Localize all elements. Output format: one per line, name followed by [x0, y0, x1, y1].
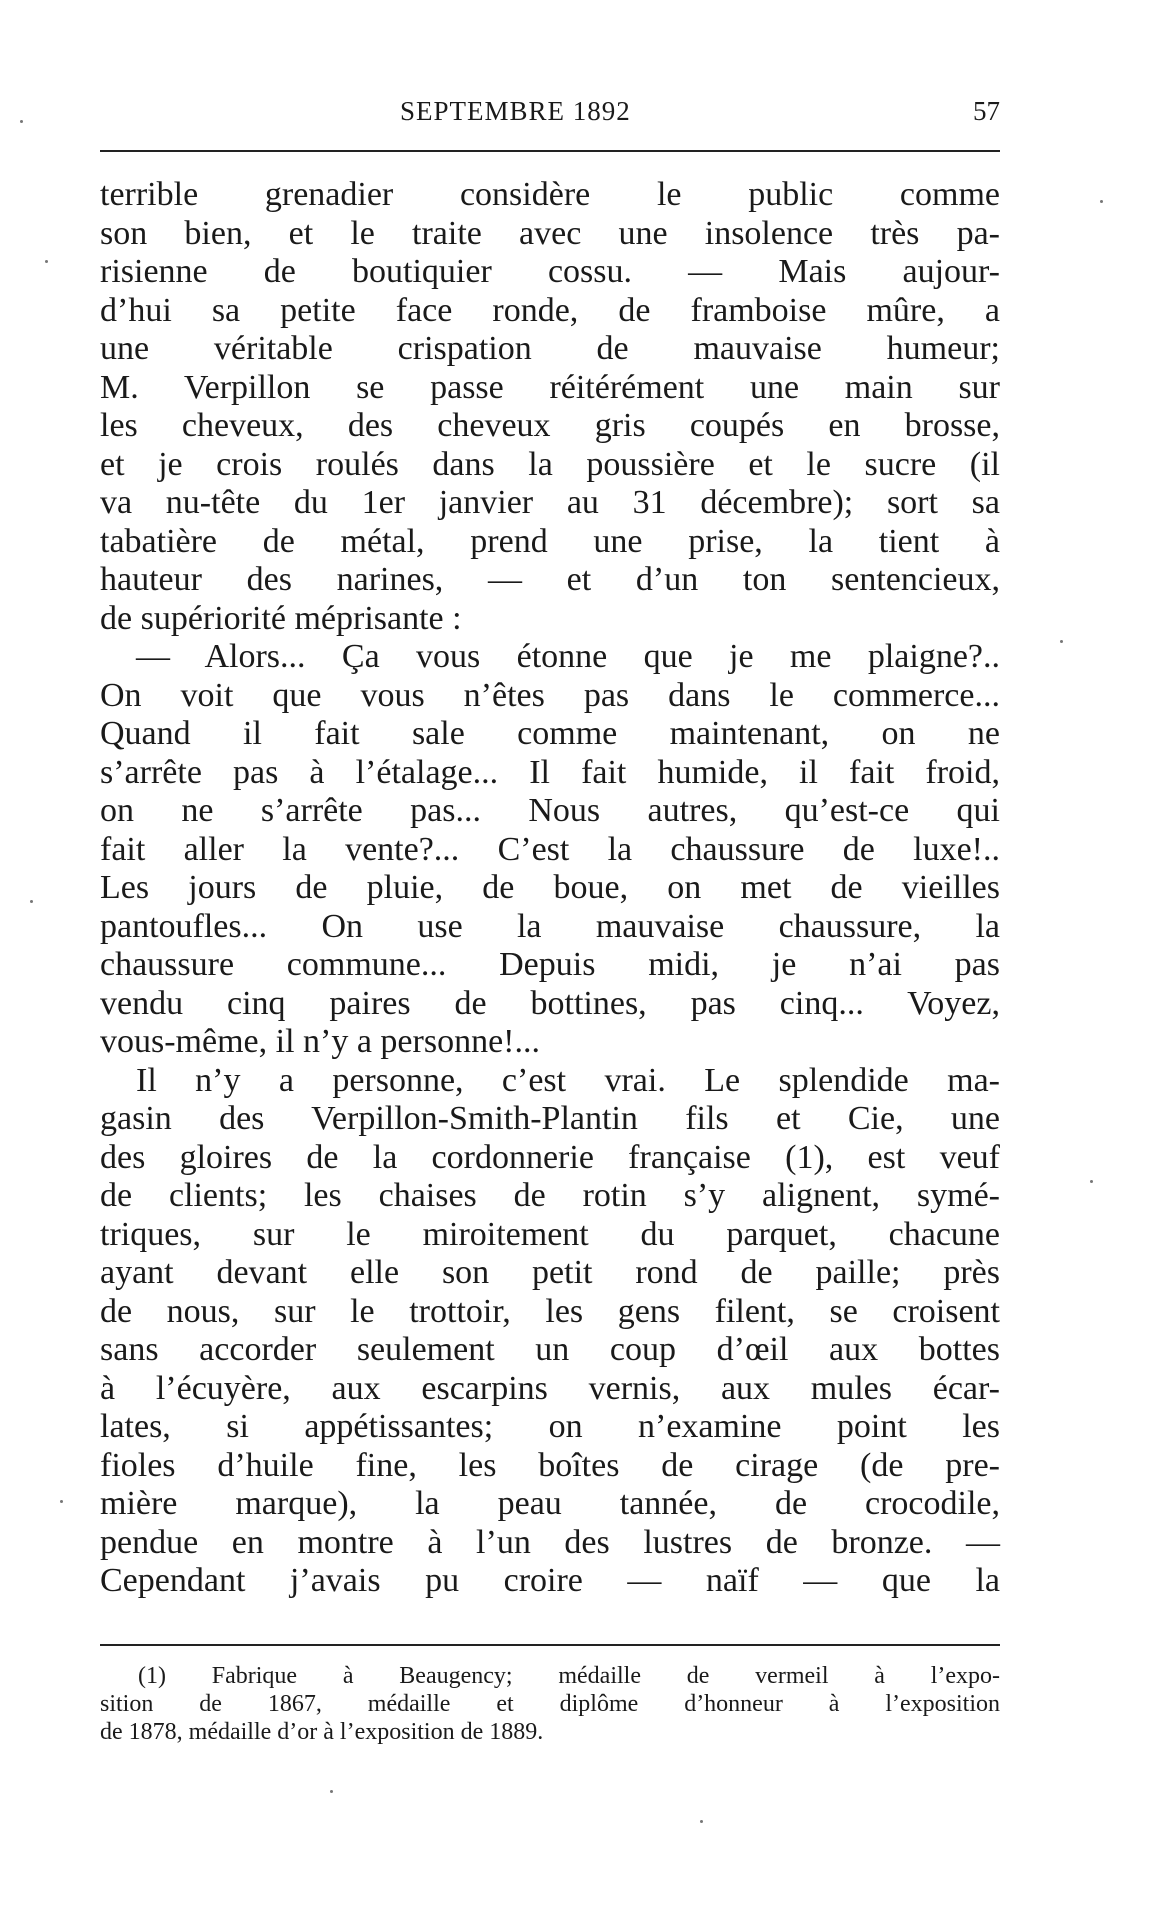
text-line: et je crois roulés dans la poussière et le sucre (il: [100, 445, 1000, 483]
text-line: risienne de boutiquier cossu. — Mais aujour-: [100, 253, 1000, 290]
scan-speck: [20, 120, 23, 123]
text-line: pendue en montre à l’un des lustres de bronze. —: [100, 1523, 1000, 1561]
text-line: son bien, et le traite avec une insolence très pa-: [100, 214, 1000, 252]
scan-speck: [330, 1790, 333, 1793]
text-line: triques, sur le miroitement du parquet, chacune: [100, 1215, 1000, 1253]
footnote-line: sition de 1867, médaille et diplôme d’honneur à l’exposition: [100, 1691, 1000, 1717]
footnote-line: (1) Fabrique à Beaugency; médaille de vermeil à l’expo-: [138, 1663, 1000, 1689]
text-line: hauteur des narines, — et d’un ton sentencieux,: [100, 561, 1000, 598]
scan-speck: [45, 260, 48, 263]
text-line: ayant devant elle son petit rond de paille; près: [100, 1254, 1000, 1291]
text-line: va nu-tête du 1er janvier au 31 décembre); sort sa: [100, 484, 1000, 521]
text-line: s’arrête pas à l’étalage... Il fait humide, il fait froid,: [100, 753, 1000, 791]
footnote-rule: [100, 1644, 1000, 1646]
text-line: d’hui sa petite face ronde, de framboise mûre, a: [100, 291, 1000, 329]
running-head: SEPTEMBRE 1892: [400, 96, 631, 126]
text-line: Cependant j’avais pu croire — naïf — que la: [100, 1562, 1000, 1599]
body-text: [100, 176, 1000, 1601]
scan-speck: [1060, 640, 1063, 643]
text-line: chaussure commune... Depuis midi, je n’ai pas: [100, 946, 1000, 983]
text-line: de supériorité méprisante :: [100, 599, 462, 637]
text-line: des gloires de la cordonnerie française (1), est veuf: [100, 1138, 1000, 1176]
text-line: sans accorder seulement un coup d’œil aux bottes: [100, 1331, 1000, 1368]
text-line: à l’écuyère, aux escarpins vernis, aux mules écar-: [100, 1369, 1000, 1407]
page-header: [100, 96, 1000, 136]
text-line: tabatière de métal, prend une prise, la tient à: [100, 522, 1000, 560]
scan-speck: [700, 1820, 703, 1823]
text-line: mière marque), la peau tannée, de crocodile,: [100, 1485, 1000, 1522]
page-number: 57: [973, 96, 1000, 126]
text-line: Quand il fait sale comme maintenant, on ne: [100, 715, 1000, 752]
footnote-line: de 1878, médaille d’or à l’exposition de 1889.: [100, 1719, 544, 1745]
text-line: On voit que vous n’êtes pas dans le commerce...: [100, 676, 1000, 714]
text-line: on ne s’arrête pas... Nous autres, qu’est-ce qui: [100, 792, 1000, 829]
header-rule: [100, 150, 1000, 152]
footnote: [100, 1662, 1000, 1746]
scan-speck: [60, 1500, 63, 1503]
text-line: vous-même, il n’y a personne!...: [100, 1023, 540, 1060]
text-line: — Alors... Ça vous étonne que je me plaigne?..: [136, 638, 1000, 675]
text-line: Les jours de pluie, de boue, on met de vieilles: [100, 869, 1000, 906]
text-line: lates, si appétissantes; on n’examine point les: [100, 1408, 1000, 1445]
text-line: de clients; les chaises de rotin s’y alignent, symé-: [100, 1177, 1000, 1214]
text-line: une véritable crispation de mauvaise humeur;: [100, 330, 1000, 367]
text-line: fioles d’huile fine, les boîtes de cirage (de pre-: [100, 1446, 1000, 1484]
scan-speck: [1090, 1180, 1093, 1183]
scan-speck: [1100, 200, 1103, 203]
text-line: vendu cinq paires de bottines, pas cinq... Voyez,: [100, 984, 1000, 1022]
text-line: Il n’y a personne, c’est vrai. Le splendide ma-: [136, 1061, 1000, 1099]
text-line: de nous, sur le trottoir, les gens filent, se croisent: [100, 1292, 1000, 1330]
scan-speck: [30, 900, 33, 903]
text-line: les cheveux, des cheveux gris coupés en brosse,: [100, 407, 1000, 444]
text-line: M. Verpillon se passe réitérément une main sur: [100, 368, 1000, 406]
text-line: gasin des Verpillon-Smith-Plantin fils et Cie, une: [100, 1100, 1000, 1137]
text-line: fait aller la vente?... C’est la chaussure de luxe!..: [100, 830, 1000, 868]
text-line: terrible grenadier considère le public comme: [100, 176, 1000, 213]
text-line: pantoufles... On use la mauvaise chaussure, la: [100, 907, 1000, 945]
